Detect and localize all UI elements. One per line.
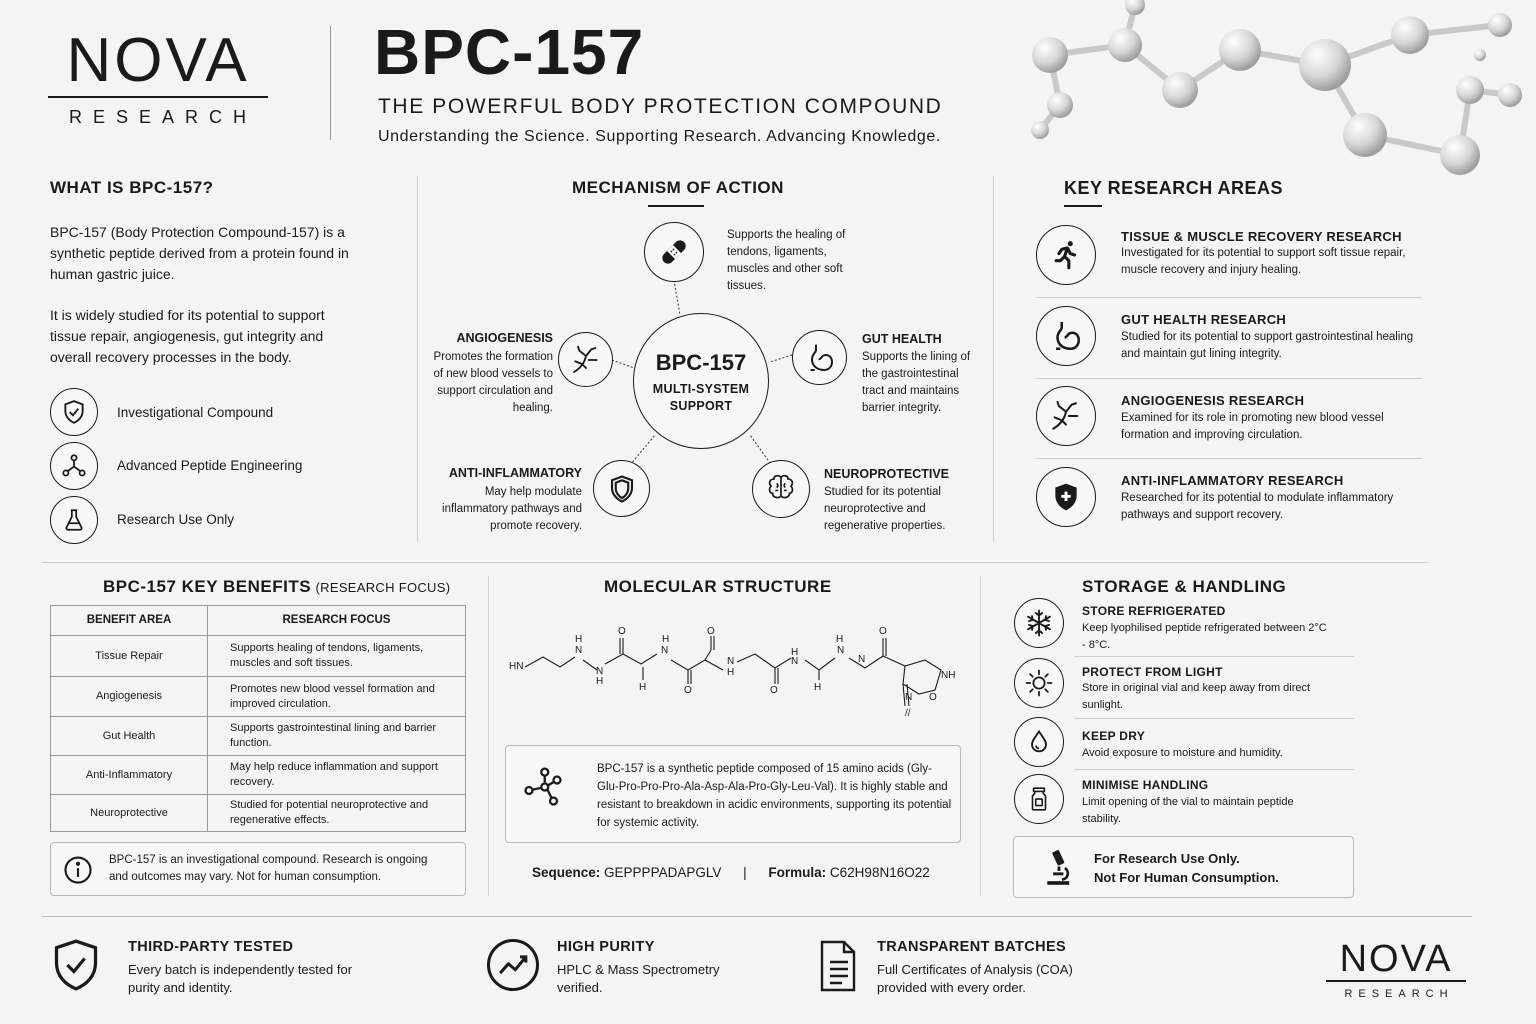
- svg-text:H: H: [639, 682, 647, 693]
- notice-line-2: Not For Human Consumption.: [1094, 870, 1279, 885]
- bandage-icon: [657, 235, 691, 269]
- brain-icon: [764, 472, 798, 506]
- network-icon: [60, 452, 88, 480]
- vessel-tree-icon: [570, 344, 602, 376]
- table-row: [51, 636, 466, 677]
- research-item-text: Investigated for its potential to support soft tissue repair, muscle recovery and injury healing.: [1121, 247, 1406, 276]
- stomach-icon: [1049, 319, 1083, 353]
- research-item-title: ANGIOGENESIS RESEARCH: [1121, 393, 1305, 408]
- research-item-title: ANTI-INFLAMMATORY RESEARCH: [1121, 473, 1344, 488]
- stomach-icon: [804, 342, 836, 374]
- feature-label: Advanced Peptide Engineering: [117, 458, 303, 473]
- snowflake-icon: [1024, 608, 1054, 638]
- footer-brand-sub: RESEARCH: [1344, 987, 1454, 1000]
- cell-focus: Studied for potential neuroprotective and regenerative effects.: [208, 795, 466, 832]
- vial-icon: [1026, 785, 1052, 813]
- column-divider: [488, 576, 489, 896]
- notice-line-1: For Research Use Only.: [1094, 851, 1240, 866]
- molecule-icon: [522, 766, 564, 808]
- gut-text: Supports the lining of the gastrointestinal tract and maintains barrier integrity.: [862, 351, 971, 414]
- mechanism-title-rule: [648, 205, 704, 207]
- svg-text:H: H: [596, 676, 604, 687]
- svg-text:N: N: [905, 692, 913, 703]
- neuro-title: NEUROPROTECTIVE: [824, 467, 950, 481]
- storage-item-title: PROTECT FROM LIGHT: [1082, 665, 1223, 679]
- footer-brand-rule: [1326, 980, 1466, 982]
- research-divider: [1036, 297, 1422, 298]
- svg-text:N: N: [858, 654, 866, 665]
- research-icon-runner: [1036, 225, 1096, 285]
- svg-text:N: N: [837, 645, 845, 656]
- sequence-label: Sequence:: [532, 865, 601, 880]
- cell-focus: Supports gastrointestinal lining and barrier function.: [208, 717, 466, 756]
- svg-text:O: O: [879, 626, 887, 637]
- node-bandage: [644, 222, 704, 282]
- brand-rule: [48, 96, 268, 98]
- cell-focus: May help reduce inflammation and support recovery.: [208, 756, 466, 795]
- document-icon: [818, 940, 858, 992]
- research-icon-shield-plus: [1036, 467, 1096, 527]
- research-item-text: Studied for its potential to support gastrointestinal healing and maintain gut lining integrity.: [1121, 331, 1414, 360]
- sequence-line: [532, 865, 930, 880]
- svg-text:H: H: [575, 634, 583, 645]
- what-title: WHAT IS BPC-157?: [50, 178, 214, 197]
- anti-text: May help modulate inflammatory pathways and promote recovery.: [442, 486, 582, 532]
- svg-text:H: H: [814, 682, 822, 693]
- svg-text:N: N: [661, 645, 669, 656]
- footer-brand-logo: [1326, 940, 1466, 1000]
- svg-text:N: N: [727, 656, 735, 667]
- angio-title: ANGIOGENESIS: [456, 331, 553, 345]
- feature-label: Research Use Only: [117, 512, 235, 527]
- table-row: [51, 795, 466, 832]
- svg-text:O: O: [929, 692, 937, 703]
- vessel-icon: [1049, 399, 1083, 433]
- brand-name: NOVA: [66, 26, 250, 95]
- sequence-value: GEPPPPADAPGLV: [604, 865, 722, 880]
- shield-plus-icon: [1050, 481, 1082, 513]
- page-tagline: Understanding the Science. Supporting Research. Advancing Knowledge.: [378, 128, 941, 145]
- footer-title: HIGH PURITY: [557, 939, 655, 955]
- research-item-title: TISSUE & MUSCLE RECOVERY RESEARCH: [1121, 229, 1402, 244]
- research-use-notice: [1013, 836, 1354, 898]
- mechanism-center: [633, 313, 769, 449]
- storage-divider: [1074, 718, 1354, 719]
- svg-text:H: H: [791, 647, 799, 658]
- benefits-heading: [103, 577, 450, 597]
- brand-logo: [48, 26, 268, 127]
- svg-text:N: N: [791, 656, 799, 667]
- cell-area: Tissue Repair: [51, 636, 208, 677]
- storage-item-title: MINIMISE HANDLING: [1082, 778, 1209, 792]
- svg-text:O: O: [707, 626, 715, 637]
- svg-text:O: O: [684, 685, 692, 696]
- note-text: BPC-157 is an investigational compound. Research is ongoing and outcomes may vary. Not for human consumption.: [109, 854, 428, 883]
- storage-icon-wrap: [1014, 774, 1064, 824]
- svg-text:HN: HN: [509, 661, 524, 672]
- feature-icon-flask: [50, 496, 98, 544]
- svg-text:O: O: [618, 626, 626, 637]
- center-sub2: SUPPORT: [669, 398, 733, 413]
- storage-icon-wrap: [1014, 717, 1064, 767]
- node-angiogenesis: [558, 332, 613, 387]
- benefits-table: [50, 605, 466, 832]
- research-item-text: Examined for its role in promoting new blood vessel formation and improving circulation.: [1121, 412, 1384, 441]
- structural-formula: [505, 622, 965, 722]
- svg-text:N: N: [575, 645, 583, 656]
- what-paragraph-1: BPC-157 (Body Protection Compound-157) is a synthetic peptide derived from a protein found in human gastric juice.: [50, 224, 349, 282]
- footer-text: Full Certificates of Analysis (COA) provided with every order.: [877, 962, 1073, 995]
- svg-text:NH: NH: [941, 670, 956, 681]
- col-benefit-area: BENEFIT AREA: [51, 606, 208, 636]
- table-header: [51, 606, 466, 636]
- formula-value: C62H98N16O22: [829, 865, 930, 880]
- page-subtitle: THE POWERFUL BODY PROTECTION COMPOUND: [378, 95, 943, 118]
- gut-title: GUT HEALTH: [862, 332, 942, 346]
- molecule-description-box: [505, 745, 961, 843]
- page-title: BPC-157: [374, 16, 645, 88]
- benefits-title: BPC-157 KEY BENEFITS: [103, 577, 312, 596]
- svg-text://: //: [905, 708, 911, 719]
- table-row: [51, 677, 466, 717]
- neuro-text: Studied for its potential neuroprotective and regenerative properties.: [824, 486, 946, 532]
- storage-item-text: Keep lyophilised peptide refrigerated between 2°C - 8°C.: [1082, 622, 1327, 651]
- info-icon: [63, 855, 93, 885]
- center-title: BPC-157: [655, 349, 747, 375]
- storage-divider: [1074, 656, 1354, 657]
- what-paragraph-2: It is widely studied for its potential to support tissue repair, angiogenesis, gut integrity and overall recovery processes in the body.: [50, 307, 325, 365]
- cell-focus: Promotes new blood vessel formation and improved circulation.: [208, 677, 466, 717]
- cell-area: Angiogenesis: [51, 677, 208, 717]
- storage-item-title: STORE REFRIGERATED: [1082, 604, 1226, 618]
- mech-top-text: Supports the healing of tendons, ligaments, muscles and other soft tissues.: [727, 229, 846, 292]
- cell-area: Gut Health: [51, 717, 208, 756]
- column-divider: [980, 576, 981, 896]
- benefits-note: [50, 842, 466, 896]
- research-title: KEY RESEARCH AREAS: [1064, 178, 1284, 198]
- column-divider: [417, 176, 418, 542]
- section-divider: [42, 562, 1428, 563]
- table-row: [51, 717, 466, 756]
- node-gut: [792, 330, 847, 385]
- storage-item-text: Avoid exposure to moisture and humidity.: [1082, 747, 1283, 759]
- research-item-text: Researched for its potential to modulate inflammatory pathways and support recovery.: [1121, 492, 1394, 521]
- footer-brand-name: NOVA: [1339, 938, 1453, 980]
- svg-text:H: H: [836, 634, 844, 645]
- brand-sub: RESEARCH: [68, 107, 258, 127]
- molecule-desc: BPC-157 is a synthetic peptide composed of 15 amino acids (Gly-Glu-Pro-Pro-Pro-Ala-Asp-Ala-Pro-Gly-Leu-Val). It is highly stable and resistant to breakdown in acidic environments, supporting its potential for systemic activity.: [597, 763, 952, 829]
- trend-up-icon: [485, 937, 541, 993]
- molecule-model-illustration: [1020, 0, 1536, 190]
- feature-icon-network: [50, 442, 98, 490]
- footer-text: HPLC & Mass Spectrometry verified.: [557, 962, 720, 995]
- cell-area: Anti-Inflammatory: [51, 756, 208, 795]
- storage-item-text: Store in original vial and keep away from direct sunlight.: [1082, 682, 1311, 711]
- svg-text:O: O: [770, 685, 778, 696]
- svg-text:N: N: [596, 666, 604, 677]
- research-item-title: GUT HEALTH RESEARCH: [1121, 312, 1287, 327]
- node-anti-inflammatory: [593, 460, 650, 517]
- storage-divider: [1074, 769, 1354, 770]
- footer-title: TRANSPARENT BATCHES: [877, 939, 1067, 955]
- molecule-title: MOLECULAR STRUCTURE: [604, 577, 832, 596]
- droplet-icon: [1025, 728, 1053, 756]
- research-icon-vessel: [1036, 386, 1096, 446]
- footer-divider: [42, 916, 1472, 917]
- feature-label: Investigational Compound: [117, 405, 274, 420]
- column-divider: [993, 176, 994, 542]
- storage-item-text: Limit opening of the vial to maintain peptide stability.: [1082, 796, 1294, 825]
- sun-icon: [1024, 668, 1054, 698]
- research-icon-gut: [1036, 306, 1096, 366]
- benefits-title-suffix: (RESEARCH FOCUS): [315, 580, 451, 595]
- svg-text:H: H: [662, 634, 670, 645]
- header-divider: [330, 26, 331, 140]
- microscope-icon: [1044, 849, 1074, 887]
- col-research-focus: RESEARCH FOCUS: [208, 606, 466, 636]
- sequence-separator: |: [743, 865, 747, 880]
- footer-title: THIRD-PARTY TESTED: [128, 939, 294, 955]
- flask-icon: [61, 507, 87, 533]
- runner-icon: [1049, 238, 1083, 272]
- node-neuro: [752, 460, 810, 518]
- research-title-rule: [1064, 205, 1102, 207]
- svg-text:H: H: [727, 667, 735, 678]
- mechanism-title: MECHANISM OF ACTION: [572, 178, 784, 197]
- storage-item-title: KEEP DRY: [1082, 729, 1146, 743]
- storage-icon-wrap: [1014, 598, 1064, 648]
- shield-icon: [607, 474, 637, 504]
- footer-text: Every batch is independently tested for purity and identity.: [128, 962, 353, 995]
- storage-title: STORAGE & HANDLING: [1082, 577, 1287, 596]
- research-divider: [1036, 378, 1422, 379]
- anti-title: ANTI-INFLAMMATORY: [448, 466, 582, 480]
- formula-label: Formula:: [768, 865, 827, 880]
- angio-text: Promotes the formation of new blood vessels to support circulation and healing.: [433, 351, 553, 414]
- shield-check-icon: [61, 399, 87, 425]
- cell-area: Neuroprotective: [51, 795, 208, 832]
- center-sub1: MULTI-SYSTEM: [652, 381, 750, 396]
- feature-icon-shield-check: [50, 388, 98, 436]
- table-row: [51, 756, 466, 795]
- cell-focus: Supports healing of tendons, ligaments, muscles and soft tissues.: [208, 636, 466, 677]
- shield-check-icon: [50, 936, 102, 994]
- research-divider: [1036, 458, 1422, 459]
- storage-icon-wrap: [1014, 658, 1064, 708]
